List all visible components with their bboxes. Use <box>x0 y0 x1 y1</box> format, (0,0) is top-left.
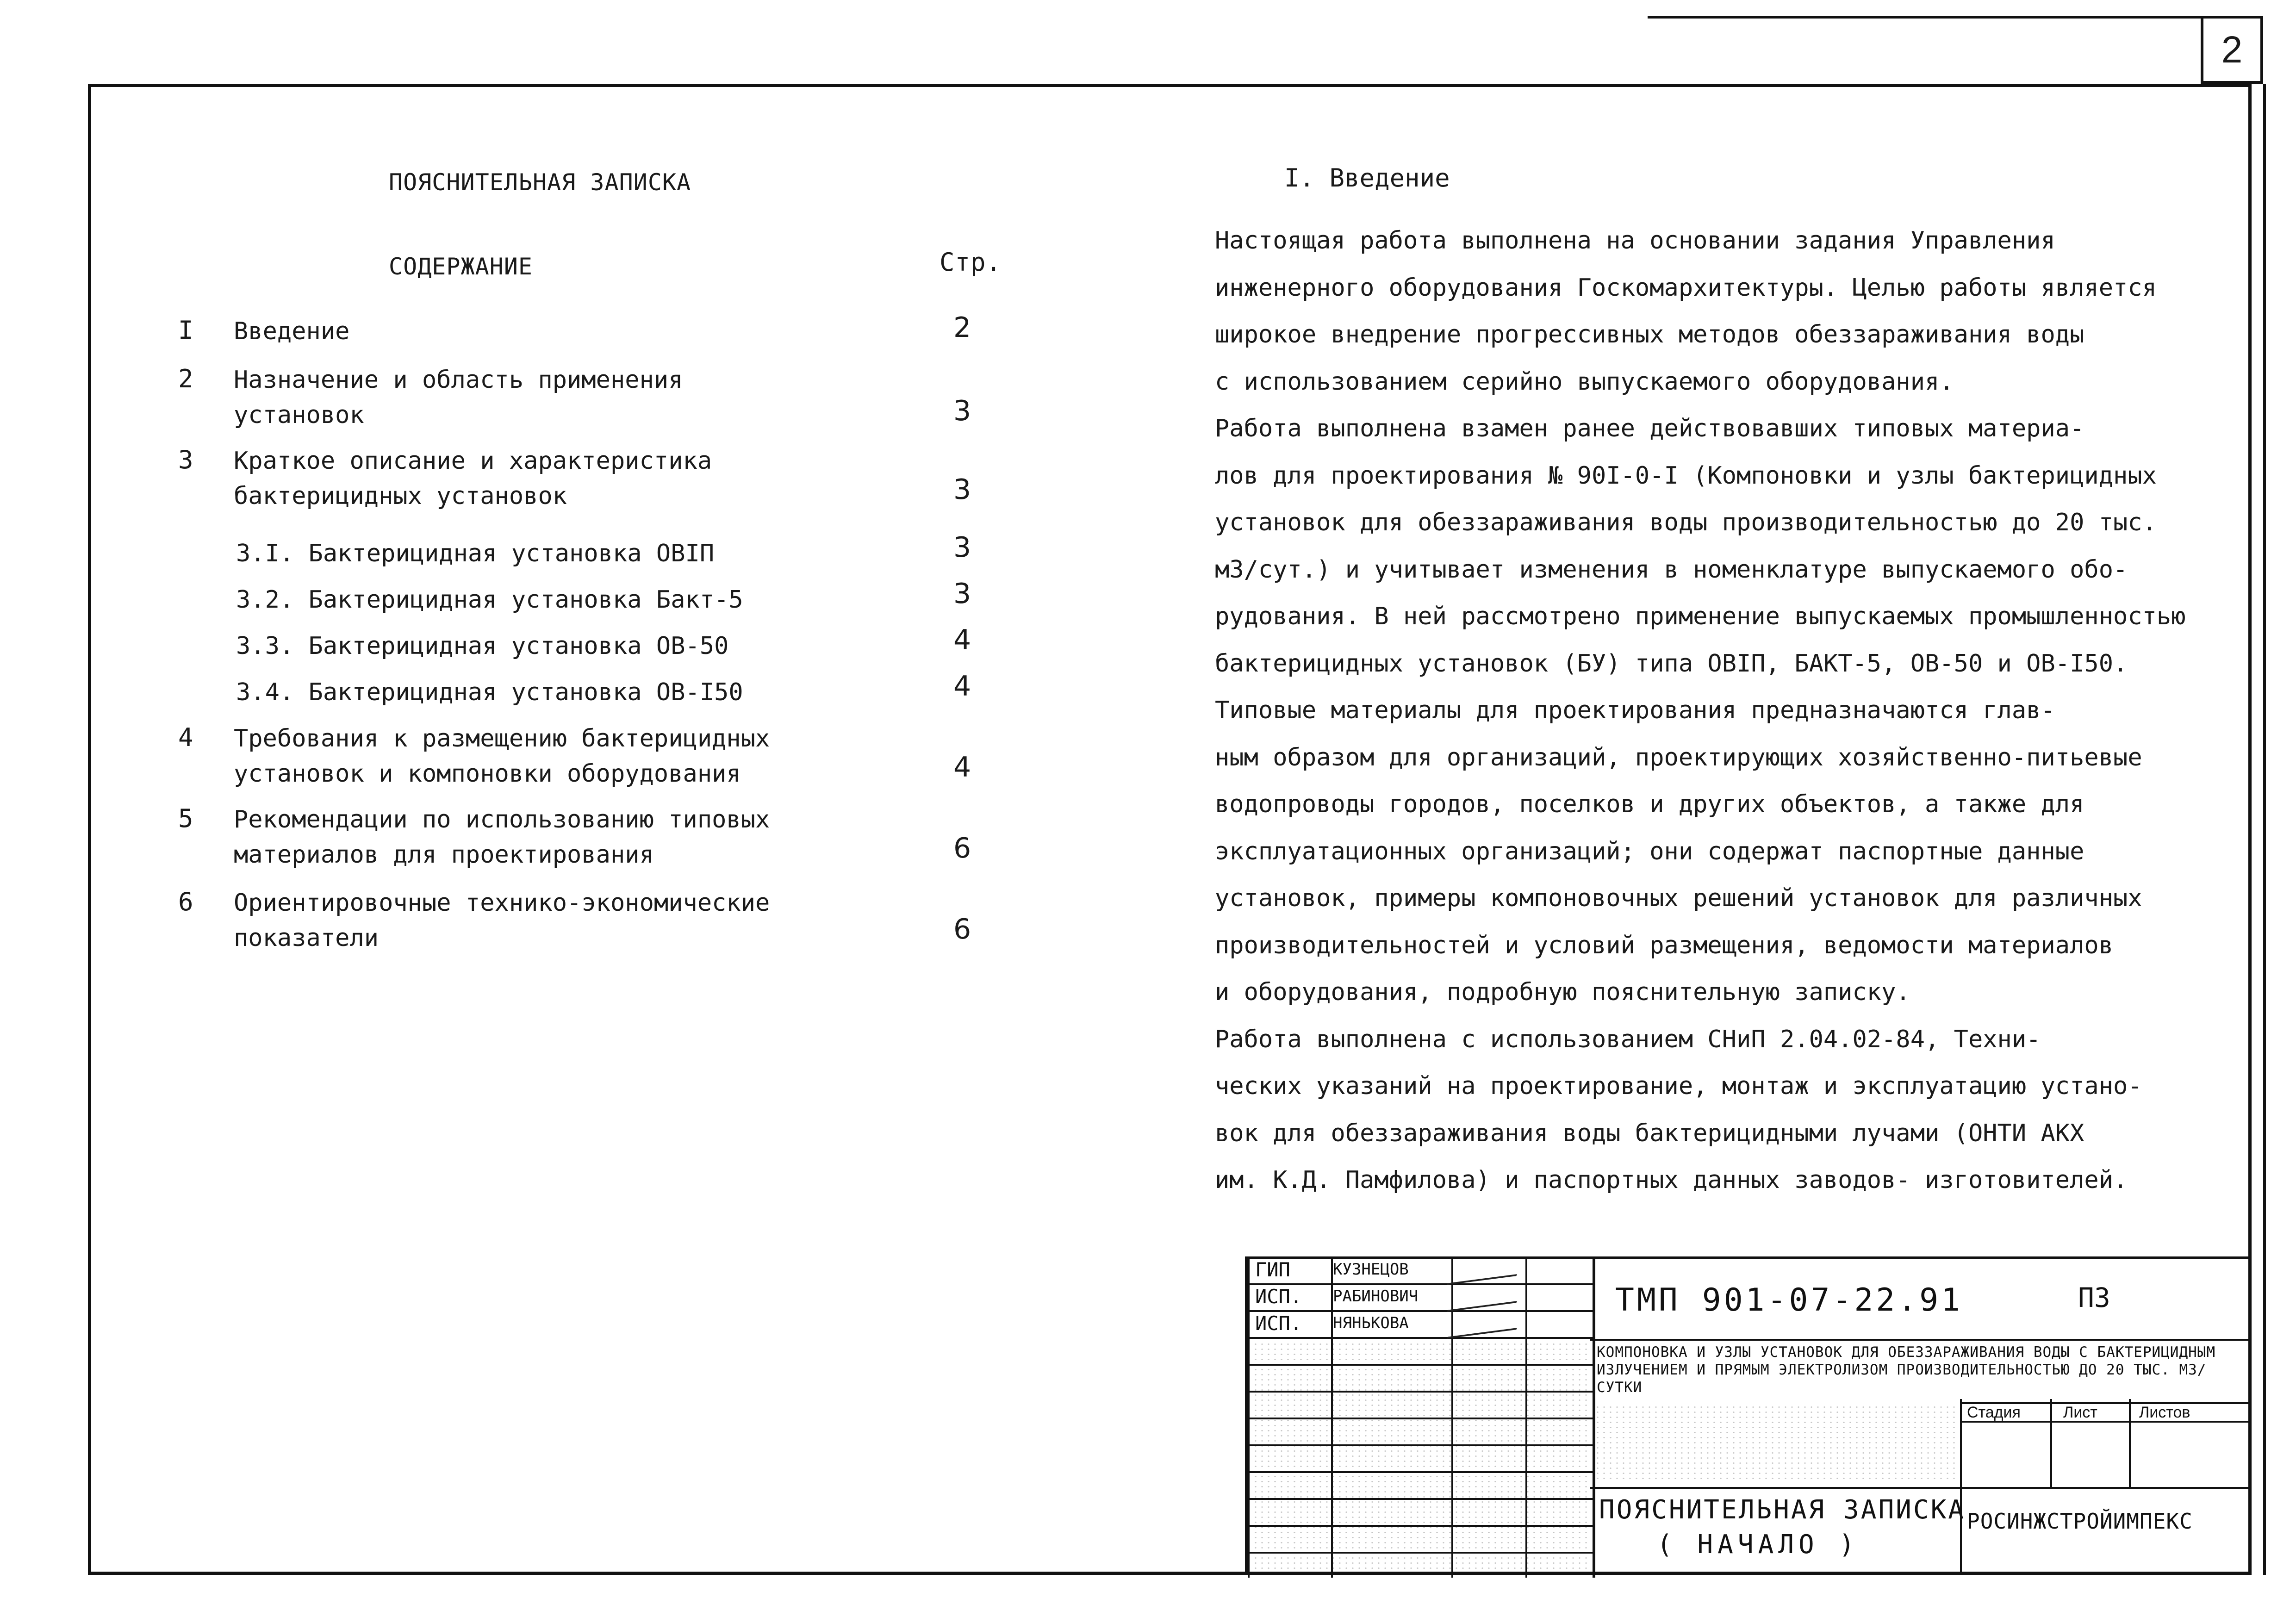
project-title: КОМПОНОВКА И УЗЛЫ УСТАНОВОК ДЛЯ ОБЕЗЗАРАЖИВАНИЯ ВОДЫ С БАКТЕРИЦИДНЫМ ИЗЛУЧЕНИЕМ И ПРЯМЫМ ЭЛЕКТРОЛИЗОМ ПРОИЗВОДИТЕЛЬНОСТЬЮ ДО 20 ТЫС. М3/СУТКИ <box>1597 1344 2216 1396</box>
role-label: ИСП. <box>1255 1285 1302 1308</box>
paragraph-line: Работа выполнена взамен ранее действовавших типовых материа- <box>1215 415 2084 442</box>
toc-item-number: 4 <box>178 723 193 752</box>
paragraph-line: Работа выполнена с использованием СНиП 2.04.02-84, Техни- <box>1215 1025 2041 1053</box>
toc-item-title: Краткое описание и характеристика бактерицидных установок <box>234 447 712 510</box>
document-mark: ПЗ <box>2078 1282 2110 1313</box>
paragraph-line: ным образом для организаций, проектирующих хозяйственно-питьевые <box>1215 743 2142 771</box>
person-name: РАБИНОВИЧ <box>1333 1287 1419 1306</box>
grid-row-line <box>1245 1337 1593 1339</box>
toc-item-page: 4 <box>953 751 971 784</box>
toc-item-page: 4 <box>953 670 971 703</box>
stage-area-fill <box>1594 1405 1955 1483</box>
toc-item-title: Рекомендации по использованию типовых материалов для проектирования <box>234 806 770 869</box>
paragraph-line: бактерицидных установок (БУ) типа ОВIП, БАКТ-5, ОВ-50 и ОВ-I50. <box>1215 649 2128 678</box>
paragraph-line: инженерного оборудования Госкомархитектуры. Целью работы является <box>1215 274 2157 302</box>
name-divider <box>1590 1487 2252 1489</box>
section-heading: I. Введение <box>1284 163 1450 193</box>
grid-row-line <box>1245 1418 1593 1419</box>
sheet-title-line-2: ( НАЧАЛО ) <box>1657 1530 1860 1560</box>
toc-item-title: 3.2. Бактерицидная установка Бакт-5 <box>236 586 743 614</box>
toc-item-title: 3.3. Бактерицидная установка ОВ-50 <box>236 632 729 660</box>
toc-item-page: 4 <box>953 624 971 656</box>
toc-item-title: Требования к размещению бактерицидных установок и компоновки оборудования <box>234 725 770 788</box>
person-name: НЯНЬКОВА <box>1333 1314 1409 1332</box>
organization-name: РОСИНЖСТРОЙИМПЕКС <box>1967 1509 2193 1534</box>
toc-item-title: 3.4. Бактерицидная установка ОВ-I50 <box>236 678 743 706</box>
toc-item-number: I <box>178 316 193 345</box>
toc-item-title: Введение <box>234 317 350 345</box>
page-column-heading: Стр. <box>940 248 1002 277</box>
paragraph-line: ческих указаний на проектирование, монтаж и эксплуатацию устано- <box>1215 1072 2142 1100</box>
contents-heading: СОДЕРЖАНИЕ <box>389 253 533 280</box>
person-name: КУЗНЕЦОВ <box>1333 1260 1409 1279</box>
top-rule <box>1648 16 2203 19</box>
grid-row-line <box>1245 1471 1593 1473</box>
document-code: ТМП 901-07-22.91 <box>1615 1282 1963 1318</box>
toc-item-number: 5 <box>178 804 193 833</box>
paragraph-line: производительностей и условий размещения, ведомости материалов <box>1215 931 2114 959</box>
role-label: ИСП. <box>1255 1312 1302 1335</box>
role-label: ГИП <box>1255 1258 1290 1281</box>
grid-row-line <box>1245 1364 1593 1366</box>
grid-row-line <box>1245 1391 1593 1393</box>
paragraph-line: им. К.Д. Памфилова) и паспортных данных заводов- изготовителей. <box>1215 1166 2128 1194</box>
toc-item-page: 6 <box>953 832 971 864</box>
stage-vline <box>1960 1399 1962 1575</box>
toc-item-page: 3 <box>953 531 971 564</box>
sheet-vline <box>2050 1399 2052 1487</box>
paragraph-line: Настоящая работа выполнена на основании задания Управления <box>1215 227 2055 255</box>
toc-item-page: 3 <box>953 473 971 506</box>
toc-item-number: 3 <box>178 445 193 474</box>
paragraph-line: вок для обеззараживания воды бактерицидными лучами (ОНТИ АКХ <box>1215 1119 2084 1147</box>
frame-right-border <box>2263 84 2266 1575</box>
sheets-column-label: Листов <box>2139 1404 2190 1421</box>
paragraph-line: установок для обеззараживания воды производительностью до 20 тыс. <box>1215 509 2157 536</box>
document-title: ПОЯСНИТЕЛЬНАЯ ЗАПИСКА <box>389 169 691 196</box>
paragraph-line: с использованием серийно выпускаемого оборудования. <box>1215 367 1954 396</box>
grid-row-line <box>1245 1552 1593 1554</box>
paragraph-line: широкое внедрение прогрессивных методов обеззараживания воды <box>1215 321 2084 348</box>
sheet-column-label: Лист <box>2063 1404 2097 1421</box>
stage-column-label: Стадия <box>1967 1404 2021 1421</box>
toc-item-title: Назначение и область применения установок <box>234 366 683 429</box>
paragraph-line: водопроводы городов, поселков и других объектов, а также для <box>1215 790 2084 818</box>
paragraph-line: Типовые материалы для проектирования предназначаются глав- <box>1215 696 2055 724</box>
paragraph-line: м3/сут.) и учитывает изменения в номенклатуре выпускаемого обо- <box>1215 555 2128 584</box>
paragraph-line: эксплуатационных организаций; они содержат паспортные данные <box>1215 837 2084 865</box>
paragraph-line: лов для проектирования № 90I-0-I (Компоновки и узлы бактерицидных <box>1215 461 2157 490</box>
signature-grid-fill <box>1252 1342 1588 1571</box>
toc-item-page: 3 <box>953 578 971 610</box>
title-divider <box>1590 1339 2252 1341</box>
grid-row-line <box>1245 1525 1593 1527</box>
sheets-vline <box>2129 1399 2131 1487</box>
toc-item-number: 2 <box>178 364 193 393</box>
toc-item-page: 3 <box>953 395 971 427</box>
paragraph-line: установок, примеры компоновочных решений установок для различных <box>1215 884 2142 912</box>
grid-row-line <box>1245 1444 1593 1446</box>
paragraph-line: рудования. В ней рассмотрено применение выпускаемых промышленностью <box>1215 603 2186 630</box>
paragraph-line: и оборудования, подробную пояснительную записку. <box>1215 978 1910 1006</box>
toc-item-number: 6 <box>178 887 193 916</box>
grid-row-line <box>1245 1498 1593 1500</box>
toc-item-title: 3.I. Бактерицидная установка ОВIП <box>236 540 715 567</box>
sheet-number: 2 <box>2221 28 2243 71</box>
sheet-title-line-1: ПОЯСНИТЕЛЬНАЯ ЗАПИСКА <box>1599 1495 1966 1525</box>
toc-item-page: 6 <box>953 913 971 945</box>
sheet-number-box <box>2201 16 2263 84</box>
toc-item-page: 2 <box>953 311 971 344</box>
toc-item-title: Ориентировочные технико-экономические показатели <box>234 889 770 952</box>
